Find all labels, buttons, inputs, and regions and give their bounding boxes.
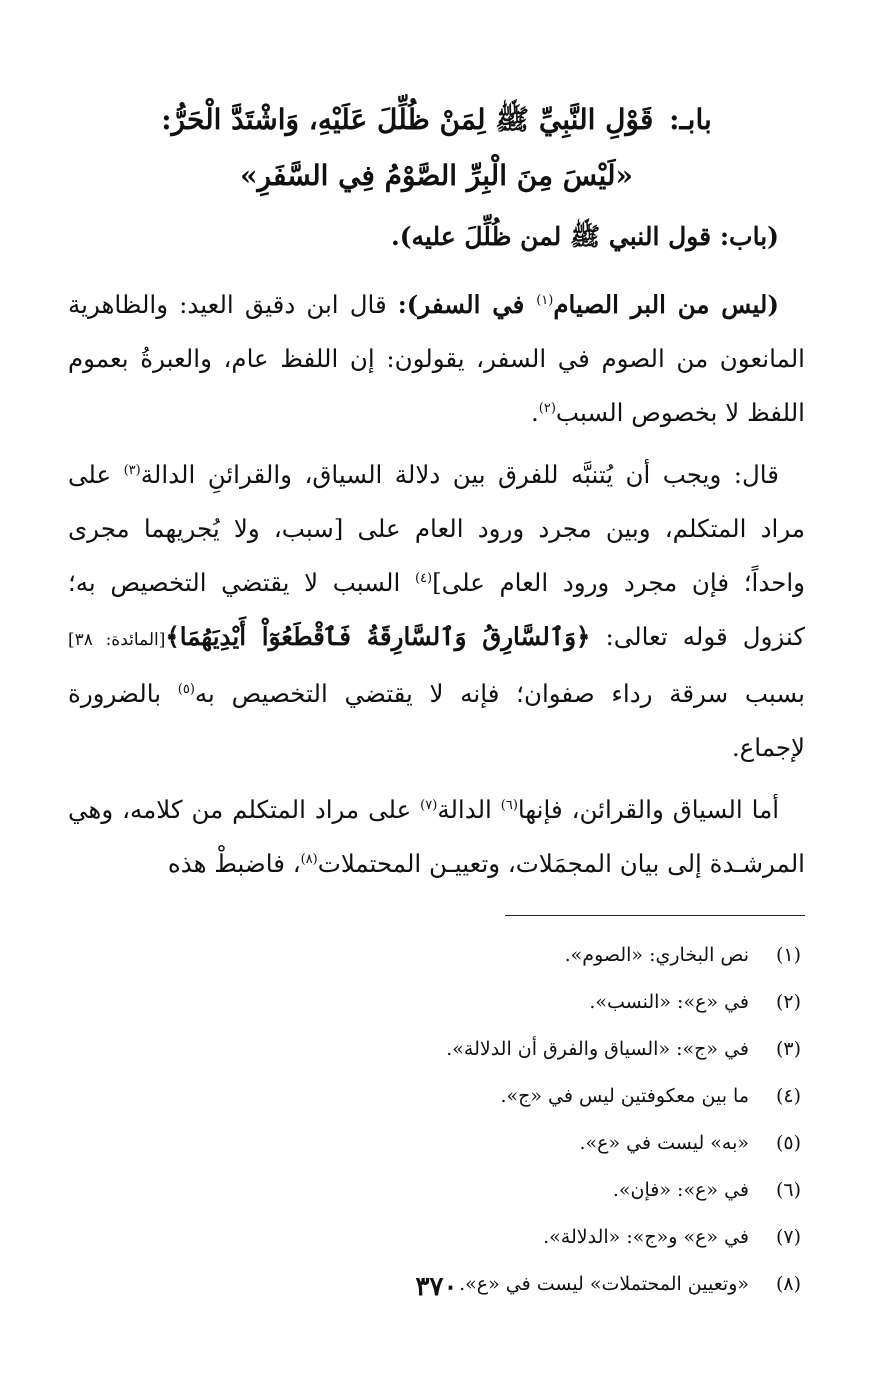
- paragraph-2: [68, 448, 805, 775]
- paragraph-3-part-b: الدالة: [437, 795, 501, 824]
- paragraph-1: [68, 278, 805, 440]
- chapter-heading: [68, 92, 805, 204]
- paragraph-3: [68, 783, 805, 891]
- chapter-title-hadith: «لَيْسَ مِنَ الْبِرِّ الصَّوْمُ فِي السَّفَرِ»: [240, 159, 633, 192]
- footnote-item: [68, 1073, 805, 1120]
- paragraph-2-part-a: قال: ويجب أن يُتنبَّه للفرق بين دلالة السياق، والقرائنِ الدالة: [140, 460, 779, 489]
- footnote-text: «به» ليست في «ع».: [579, 1132, 749, 1154]
- footnote-text: نص البخاري: «الصوم».: [564, 944, 749, 966]
- footnote-item: [68, 1026, 805, 1073]
- footnote-item: [68, 979, 805, 1026]
- footnote-text: في «ع»: «فإن».: [612, 1179, 749, 1201]
- paragraph-2-part-e: بالضرورة لإجماع.: [68, 679, 805, 762]
- footnote-number: (١): [775, 944, 801, 966]
- footnote-item: [68, 1120, 805, 1167]
- footnote-ref-3[interactable]: (٣): [123, 462, 141, 478]
- paragraph-2-part-b: على مراد المتكلم، وبين مجرد ورود العام على [سبب، ولا يُجريهما مجرى واحداً؛ فإن مجرد ورود العام على]: [68, 460, 805, 597]
- footnote-text: «وتعيين المحتملات» ليست في «ع».: [459, 1273, 749, 1295]
- footnote-text: في «ع»: «النسب».: [589, 991, 749, 1013]
- footnote-number: (٣): [775, 1038, 801, 1060]
- footnote-number: (٦): [775, 1179, 801, 1201]
- paragraph-3-part-d: ، فاضبطْ هذه: [167, 849, 301, 878]
- paragraph-1-text: قال ابن دقيق العيد: والظاهرية المانعون من الصوم في السفر، يقولون: إن اللفظ عام، والعبرةُ بعموم اللفظ لا بخصوص السبب: [68, 290, 805, 427]
- footnote-ref-4[interactable]: (٤): [414, 570, 433, 586]
- footnote-item: [68, 932, 805, 979]
- footnote-text: في «ج»: «السياق والفرق أن الدلالة».: [446, 1038, 749, 1060]
- chapter-label: بابـ:: [669, 103, 712, 136]
- footnote-text: في «ع» و«ج»: «الدلالة».: [543, 1226, 749, 1248]
- footnote-ref-2[interactable]: (٢): [538, 400, 556, 416]
- quran-verse: ﴿وَٱلسَّارِقُ وَٱلسَّارِقَةُ فَٱقْطَعُوٓاْ أَيْدِيَهُمَا﴾: [165, 622, 591, 651]
- footnote-number: (٤): [775, 1085, 801, 1107]
- footnote-ref-6[interactable]: (٦): [500, 797, 518, 813]
- section-subheading: (باب: قول النبي ﷺ لمن ظُلِّلَ عليه).: [391, 222, 779, 251]
- page-number: ٣٧٠: [415, 1272, 458, 1302]
- footnote-ref-5[interactable]: (٥): [177, 681, 195, 697]
- quran-reference: [المائدة: ٣٨]: [68, 630, 166, 650]
- paragraph-1-quote: (ليس من البر الصيام: [553, 290, 779, 319]
- book-page: [68, 92, 805, 1374]
- footnote-separator: [505, 915, 805, 916]
- paragraph-3-part-a: أما السياق والقرائن، فإنها: [517, 795, 780, 824]
- footnote-number: (٥): [775, 1132, 801, 1154]
- footnote-number: (٨): [775, 1273, 801, 1295]
- paragraph-1-end: .: [530, 398, 539, 427]
- footnote-ref-1[interactable]: (١): [536, 292, 554, 308]
- paragraph-2-part-d: بسبب سرقة رداء صفوان؛ فإنه لا يقتضي التخصيص به: [194, 679, 805, 708]
- footnote-ref-7[interactable]: (٧): [420, 797, 438, 813]
- footnotes-list: [68, 932, 805, 1308]
- paragraph-2-part-c: السبب لا يقتضي التخصيص به؛ كنزول قوله تعالى:: [68, 568, 805, 651]
- footnote-number: (٧): [775, 1226, 801, 1248]
- footnote-text: ما بين معكوفتين ليس في «ج».: [500, 1085, 749, 1107]
- paragraph-1-quote-end: في السفر):: [397, 290, 537, 319]
- footnote-item: [68, 1167, 805, 1214]
- paragraph-3-part-c: على مراد المتكلم من كلامه، وهي المرشـدة إلى بيان المجمَلات، وتعييـن المحتملات: [68, 795, 805, 878]
- footnote-number: (٢): [775, 991, 801, 1013]
- chapter-title-line1: قَوْلِ النَّبِيِّ ﷺ لِمَنْ ظُلِّلَ عَلَيْهِ، وَاشْتَدَّ الْحَرُّ:: [161, 103, 654, 136]
- footnote-ref-8[interactable]: (٨): [300, 851, 318, 867]
- footnote-item: [68, 1214, 805, 1261]
